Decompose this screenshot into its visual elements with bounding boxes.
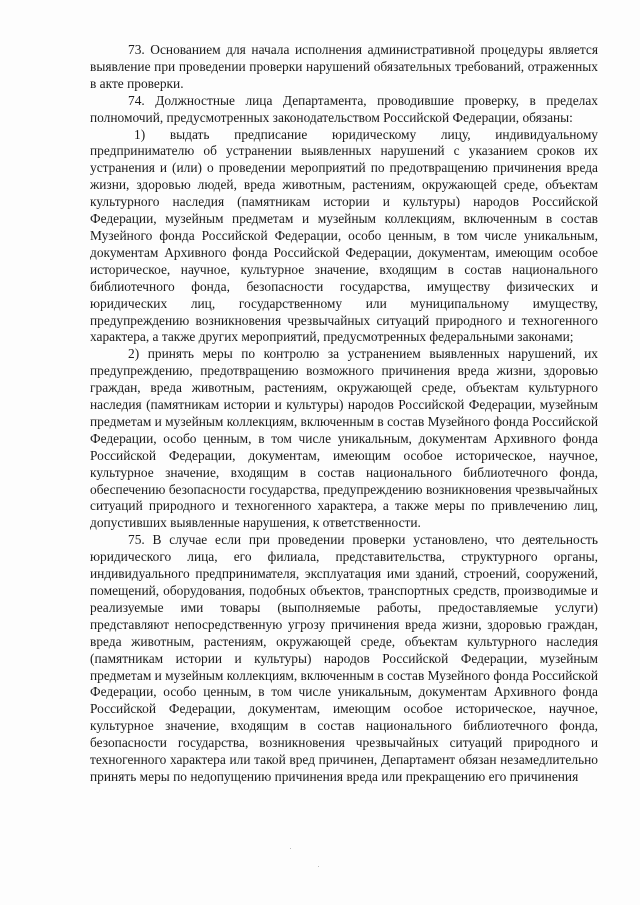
scan-speck: [318, 866, 319, 867]
paragraph-75: 75. В случае если при проведении проверки установлено, что деятельность юридического лица, его филиала, представительства, структурного органы, индивидуального предпринимателя, эксплуатация ими зданий, строений, сооружений, помещений, оборудования, подобных объектов, транспортных средств, производимые и реализуемые ими товары (выполняемые работы, предоставляемые услуги) представляют непосредственную угрозу причинения вреда жизни, здоровью граждан, вреда животным, растениям, окружающей среде, объектам культурного наследия (памятникам истории и культуры) народов Российской Федерации, музейным предметам и музейным коллекциям, включенным в состав Музейного фонда Российской Федерации, особо ценным, в том числе уникальным, документам Архивного фонда Российской Федерации, документам, имеющим особое историческое, научное, культурное значение, входящим в состав национального библиотечного фонда, безопасности государства, возникновения чрезвычайных ситуаций природного и техногенного характера или такой вред причинен, Департамент обязан незамедлительно принять меры по недопущению причинения вреда или прекращению его причинения: [90, 532, 598, 784]
paragraph-74: 74. Должностные лица Департамента, проводившие проверку, в пределах полномочий, предусмотренных законодательством Российской Федерации, обязаны:: [90, 92, 598, 125]
paragraph-73: 73. Основанием для начала исполнения административной процедуры является выявление при проведении проверки нарушений обязательных требований, отраженных в акте проверки.: [90, 42, 598, 91]
scan-speck: [290, 848, 291, 849]
document-body: [90, 42, 598, 786]
paragraph-74-item-2: 2) принять меры по контролю за устранением выявленных нарушений, их предупреждению, предотвращению возможного причинения вреда жизни, здоровью граждан, вреда животным, растениям, окружающей среде, объектам культурного наследия (памятникам истории и культуры) народов Российской Федерации, музейным предметам и музейным коллекциям, включенным в состав Музейного фонда Российской Федерации, особо ценным, в том числе уникальным, документам Архивного фонда Российской Федерации, документам, имеющим особое историческое, научное, культурное значение, входящим в состав национального библиотечного фонда, обеспечению безопасности государства, предупреждению возникновения чрезвычайных ситуаций природного и техногенного характера, а также меры по привлечению лиц, допустивших выявленные нарушения, к ответственности.: [90, 346, 598, 531]
paragraph-74-item-1: 1) выдать предписание юридическому лицу, индивидуальному предпринимателю об устранении выявленных нарушений с указанием сроков их устранения и (или) о проведении мероприятий по предотвращению причинения вреда жизни, здоровью людей, вреда животным, растениям, окружающей среде, объектам культурного наследия (памятникам истории и культуры) народов Российской Федерации, музейным предметам и музейным коллекциям, включенным в состав Музейного фонда Российской Федерации, особо ценным, в том числе уникальным, документам Архивного фонда Российской Федерации, документам, имеющим особое историческое, научное, культурное значение, входящим в состав национального библиотечного фонда, безопасности государства, имуществу физических и юридических лиц, государственному или муниципальному имуществу, предупреждению возникновения чрезвычайных ситуаций природного и техногенного характера, а также других мероприятий, предусмотренных федеральными законами;: [90, 126, 598, 345]
